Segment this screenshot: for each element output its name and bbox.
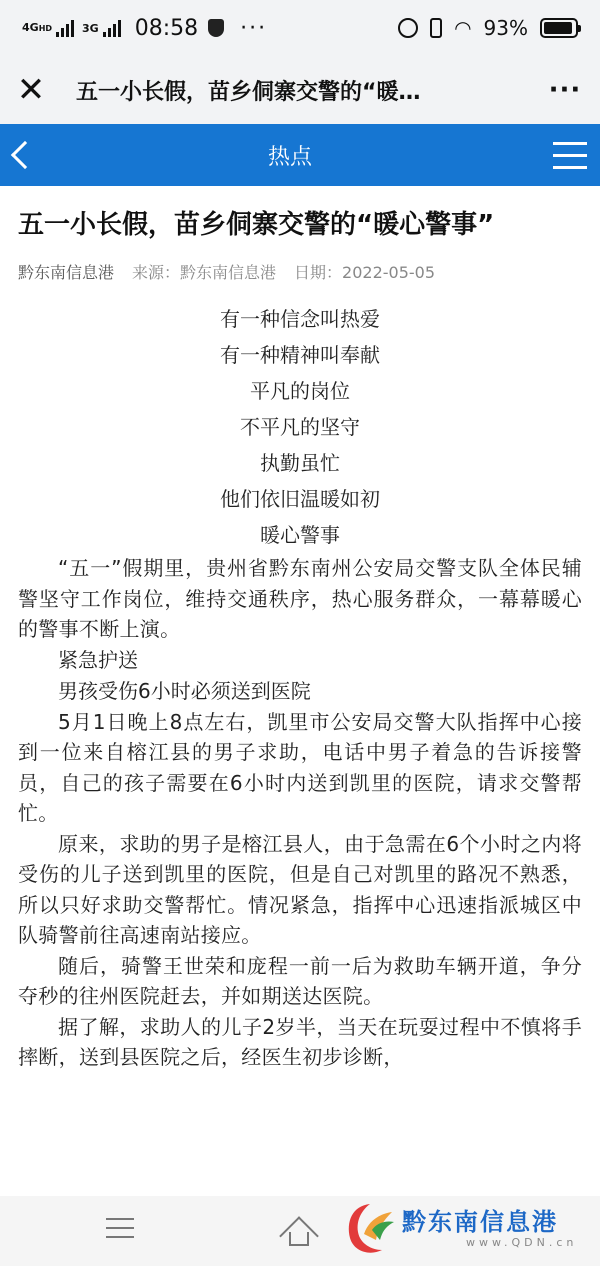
site-name[interactable]: 黔东南信息港 (18, 263, 115, 282)
poem-line: 不平凡的坚守 (240, 415, 360, 439)
webview-title: 五一小长假，苗乡侗寨交警的“暖… (76, 79, 421, 105)
webview-title-bar (0, 56, 600, 124)
vibrate-icon (430, 18, 442, 38)
shield-icon (208, 19, 224, 37)
intro-paragraph: “五一”假期里，贵州省黔东南州公安局交警支队全体民辅警坚守工作岗位，维持交通秩序，热心服务群众，一幕幕暖心的警事不断上演。 (18, 556, 582, 641)
poem-line: 他们依旧温暖如初 (220, 487, 380, 511)
body-paragraph: 5月1日晚上8点左右，凯里市公安局交警大队指挥中心接到一位来自榕江县的男子求助，电话中男子着急的告诉接警员，自己的孩子需要在6小时内送到凯里的医院，请求交警帮忙。 (18, 709, 582, 825)
back-button[interactable] (0, 124, 40, 186)
battery-percent: 93% (483, 16, 528, 40)
chevron-left-icon (11, 141, 39, 169)
body-paragraph: 随后，骑警王世荣和庞程一前一后为救助车辆开道，争分夺秒的往州医院赶去，并如期送达医院。 (18, 953, 582, 1008)
body-paragraph: 据了解，求助人的儿子2岁半，当天在玩耍过程中不慎将手摔断，送到县医院之后，经医生初步诊断， (18, 1014, 582, 1069)
poem-line: 平凡的岗位 (250, 379, 350, 403)
home-icon[interactable] (282, 1214, 316, 1244)
network-type-secondary: 3G (82, 21, 99, 35)
poem-line: 暖心警事 (260, 523, 340, 547)
more-options-button[interactable]: ··· (548, 75, 582, 105)
menu-icon (553, 142, 587, 145)
status-overflow: ··· (240, 15, 268, 41)
poem-line: 有一种精神叫奉献 (220, 343, 380, 367)
section-subtitle: 男孩受伤6小时必须送到医院 (58, 678, 311, 703)
hamburger-icon[interactable] (106, 1218, 134, 1238)
poem-line: 有一种信念叫热爱 (220, 307, 380, 331)
alarm-icon (398, 18, 418, 38)
watermark-url: www.QDN.cn (466, 1236, 578, 1249)
status-bar (0, 0, 600, 56)
poem (18, 301, 582, 553)
article-meta (18, 260, 582, 283)
watermark-name: 黔东南信息港 (402, 1207, 558, 1236)
body-paragraph: 原来，求助的男子是榕江县人，由于急需在6个小时之内将受伤的儿子送到凯里的医院，但是自己对凯里的路况不熟悉，所以只好求助交警帮忙。情况紧急，指挥中心迅速指派城区中队骑警前往高速南站接应。 (18, 831, 582, 947)
article-date: 日期：2022-05-05 (294, 263, 436, 282)
signal-icon (103, 19, 121, 37)
bottom-bar (0, 1196, 600, 1266)
close-icon[interactable]: ✕ (16, 70, 46, 110)
section-title: 紧急护送 (58, 647, 138, 672)
site-nav-bar (0, 124, 600, 186)
network-type: 4GHD (22, 21, 53, 34)
menu-button[interactable] (540, 124, 600, 186)
bird-logo-icon (342, 1200, 398, 1258)
wifi-icon: ◠ (454, 16, 472, 40)
signal-icon (56, 19, 74, 37)
poem-line: 执勤虽忙 (260, 451, 340, 475)
battery-icon (540, 18, 578, 38)
article-headline: 五一小长假，苗乡侗寨交警的“暖心警事” (18, 210, 495, 240)
nav-title: 热点 (267, 144, 312, 170)
site-watermark-logo (342, 1198, 592, 1262)
article-content[interactable] (0, 186, 600, 1196)
clock: 08:58 (134, 15, 199, 41)
article-source: 来源：黔东南信息港 (132, 263, 277, 282)
